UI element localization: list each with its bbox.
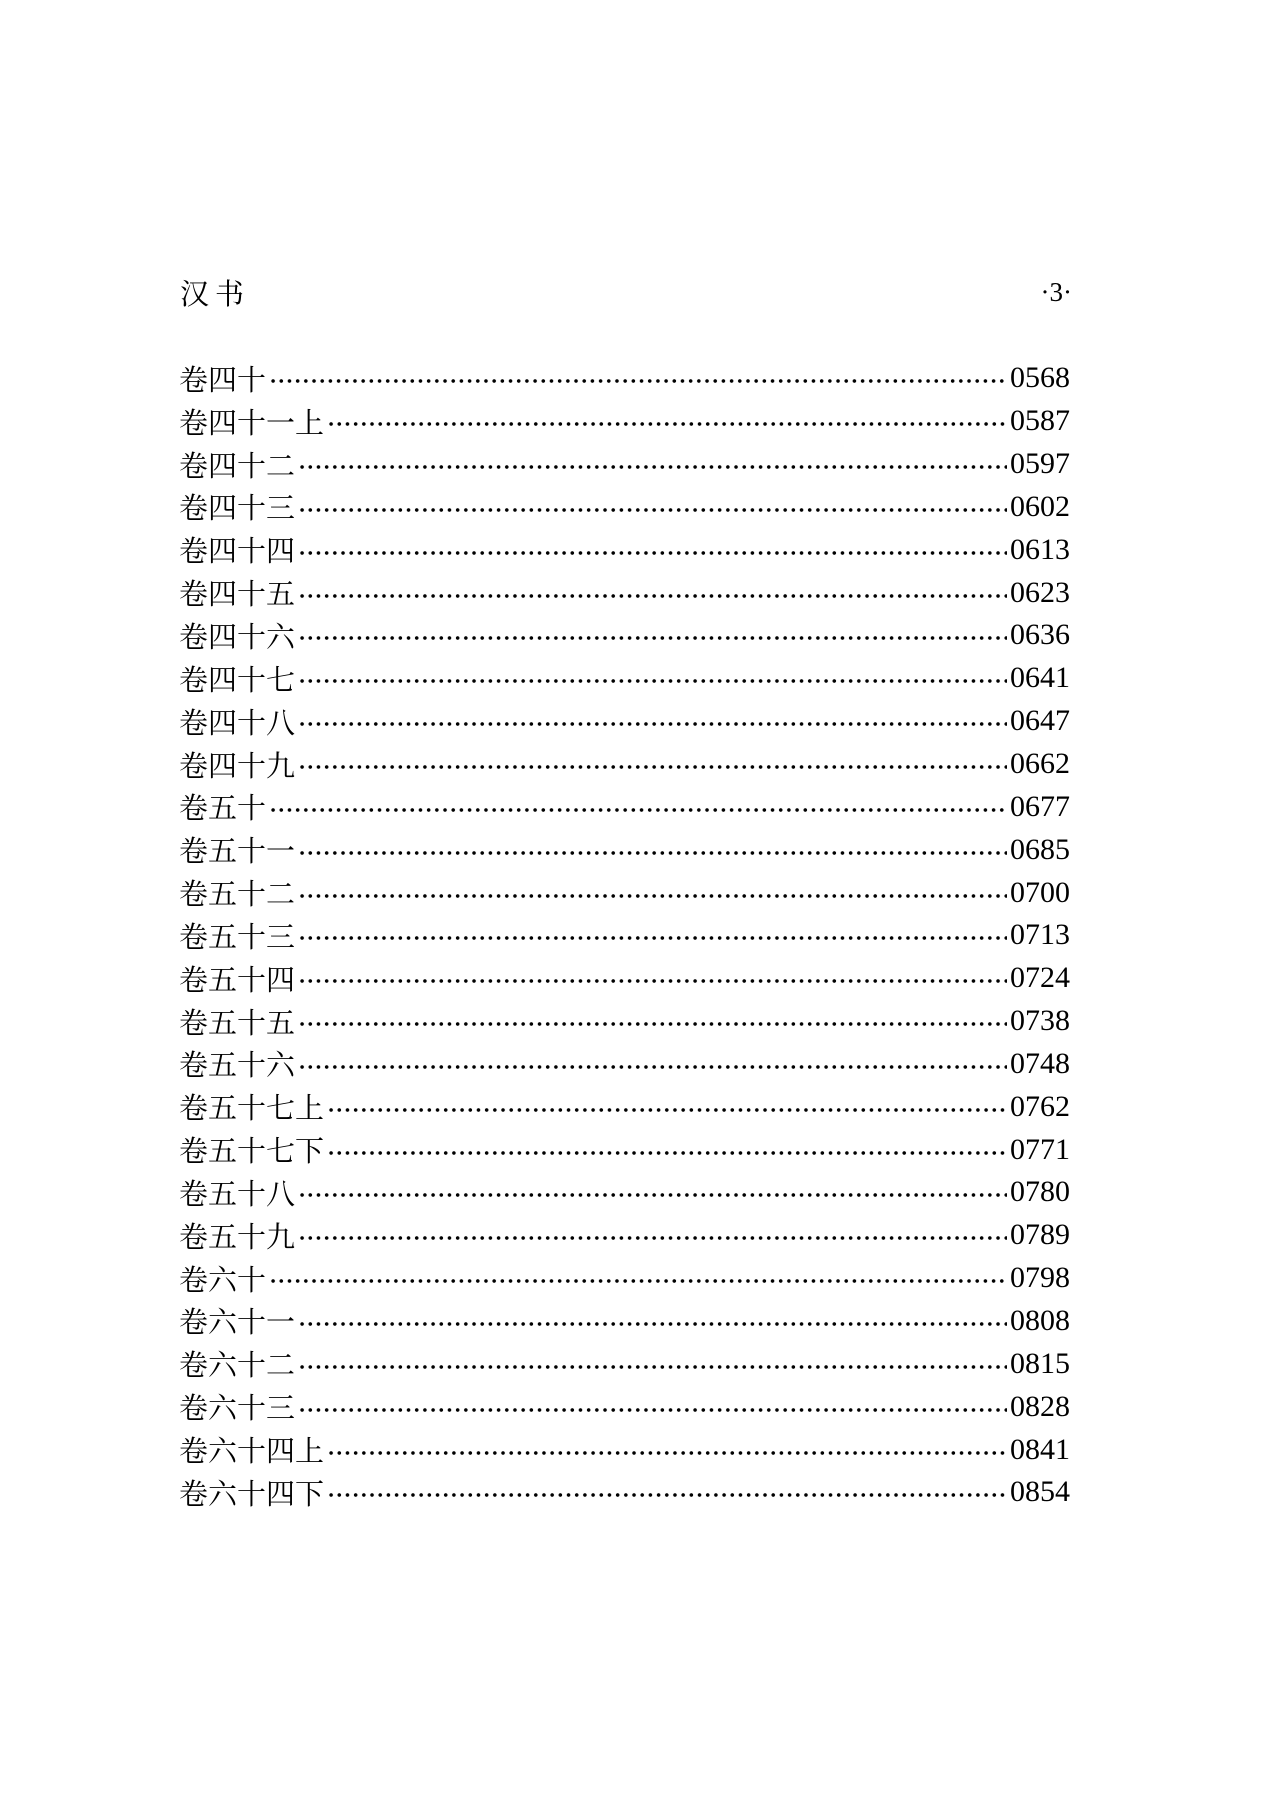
toc-entry-label: 卷四十八 — [179, 705, 296, 740]
toc-entry[interactable] — [179, 743, 1070, 786]
toc-entry[interactable] — [179, 571, 1070, 614]
dot-leader — [298, 1064, 1007, 1070]
toc-entry-label: 卷六十四下 — [179, 1476, 325, 1511]
toc-entry-page: 0568 — [1010, 361, 1070, 395]
dot-leader — [298, 1021, 1007, 1027]
toc-entry[interactable] — [179, 785, 1070, 828]
toc-entry-label: 卷五十三 — [179, 919, 296, 954]
dot-leader — [298, 978, 1007, 984]
dot-leader — [298, 550, 1007, 556]
toc-entry-page: 0771 — [1010, 1132, 1070, 1166]
toc-entry[interactable] — [179, 1085, 1070, 1128]
dot-leader — [298, 935, 1007, 941]
toc-entry-page: 0623 — [1010, 575, 1070, 609]
dot-leader — [298, 764, 1007, 770]
toc-entry-page: 0798 — [1010, 1261, 1070, 1295]
book-title: 汉书 — [180, 276, 251, 311]
dot-leader — [298, 593, 1007, 599]
toc-entry-page: 0780 — [1010, 1175, 1070, 1209]
toc-entry-label: 卷六十四上 — [179, 1434, 325, 1469]
toc-entry[interactable] — [179, 1171, 1070, 1214]
toc-entry-page: 0677 — [1010, 789, 1070, 823]
dot-leader — [269, 1278, 1007, 1284]
toc-entry-label: 卷四十三 — [179, 491, 296, 526]
dot-leader — [298, 1407, 1007, 1413]
toc-entry-label: 卷四十四 — [179, 534, 296, 569]
toc-entry-label: 卷五十四 — [179, 962, 296, 997]
toc-entry[interactable] — [179, 1342, 1070, 1385]
toc-entry[interactable] — [179, 957, 1070, 1000]
toc-entry-label: 卷四十七 — [179, 662, 296, 697]
dot-leader — [298, 1321, 1007, 1327]
toc-entry-page: 0597 — [1010, 447, 1070, 481]
toc-entry-page: 0808 — [1010, 1303, 1070, 1337]
toc-entry-label: 卷四十 — [179, 362, 267, 397]
toc-entry-label: 卷六十三 — [179, 1391, 296, 1426]
toc-entry[interactable] — [179, 1300, 1070, 1343]
dot-leader — [298, 721, 1007, 727]
dot-leader — [298, 1192, 1007, 1198]
toc-entry[interactable] — [179, 1471, 1070, 1514]
page-number: ·3· — [1040, 276, 1072, 307]
dot-leader — [269, 378, 1007, 384]
toc-entry-page: 0685 — [1010, 832, 1070, 866]
toc-entry[interactable] — [179, 486, 1070, 529]
dot-leader — [327, 421, 1007, 427]
toc-entry-page: 0854 — [1010, 1475, 1070, 1509]
toc-entry[interactable] — [179, 357, 1070, 400]
toc-entry-page: 0738 — [1010, 1004, 1070, 1038]
table-of-contents — [179, 357, 1070, 1514]
toc-entry-page: 0815 — [1010, 1346, 1070, 1380]
toc-entry-page: 0700 — [1010, 875, 1070, 909]
toc-entry-page: 0641 — [1010, 661, 1070, 695]
toc-entry-page: 0647 — [1010, 704, 1070, 738]
toc-entry[interactable] — [179, 871, 1070, 914]
toc-entry-page: 0841 — [1010, 1432, 1070, 1466]
toc-entry-label: 卷四十一上 — [179, 405, 325, 440]
toc-entry-label: 卷四十五 — [179, 577, 296, 612]
toc-entry-label: 卷五十一 — [179, 834, 296, 869]
toc-entry-label: 卷五十六 — [179, 1048, 296, 1083]
toc-entry-page: 0789 — [1010, 1218, 1070, 1252]
toc-entry-page: 0613 — [1010, 532, 1070, 566]
dot-leader — [327, 1450, 1007, 1456]
toc-entry-label: 卷四十六 — [179, 619, 296, 654]
toc-entry[interactable] — [179, 1385, 1070, 1428]
toc-entry-label: 卷五十八 — [179, 1176, 296, 1211]
dot-leader — [298, 1364, 1007, 1370]
toc-entry-label: 卷五十七上 — [179, 1091, 325, 1126]
toc-entry-page: 0762 — [1010, 1089, 1070, 1123]
toc-entry-page: 0724 — [1010, 961, 1070, 995]
toc-entry[interactable] — [179, 1128, 1070, 1171]
toc-entry-page: 0713 — [1010, 918, 1070, 952]
toc-entry-label: 卷四十二 — [179, 448, 296, 483]
toc-entry[interactable] — [179, 1214, 1070, 1257]
dot-leader — [298, 1235, 1007, 1241]
toc-entry-label: 卷六十一 — [179, 1305, 296, 1340]
toc-entry-page: 0587 — [1010, 404, 1070, 438]
page-header — [180, 268, 1072, 316]
toc-entry-label: 卷五十五 — [179, 1005, 296, 1040]
toc-entry[interactable] — [179, 443, 1070, 486]
dot-leader — [327, 1492, 1007, 1498]
dot-leader — [298, 507, 1007, 513]
toc-entry[interactable] — [179, 1428, 1070, 1471]
toc-entry[interactable] — [179, 400, 1070, 443]
toc-entry-label: 卷五十九 — [179, 1219, 296, 1254]
toc-entry[interactable] — [179, 528, 1070, 571]
toc-entry[interactable] — [179, 657, 1070, 700]
toc-entry-label: 卷五十七下 — [179, 1134, 325, 1169]
toc-entry-label: 卷六十 — [179, 1262, 267, 1297]
toc-entry[interactable] — [179, 1000, 1070, 1043]
toc-entry[interactable] — [179, 614, 1070, 657]
dot-leader — [298, 850, 1007, 856]
toc-entry[interactable] — [179, 1257, 1070, 1300]
toc-entry-label: 卷五十 — [179, 791, 267, 826]
toc-entry[interactable] — [179, 700, 1070, 743]
dot-leader — [269, 807, 1007, 813]
toc-entry[interactable] — [179, 914, 1070, 957]
toc-entry-page: 0748 — [1010, 1046, 1070, 1080]
dot-leader — [298, 635, 1007, 641]
toc-entry[interactable] — [179, 1043, 1070, 1086]
toc-entry-page: 0636 — [1010, 618, 1070, 652]
toc-entry[interactable] — [179, 828, 1070, 871]
dot-leader — [298, 678, 1007, 684]
dot-leader — [327, 1150, 1007, 1156]
dot-leader — [298, 464, 1007, 470]
dot-leader — [327, 1107, 1007, 1113]
toc-entry-label: 卷四十九 — [179, 748, 296, 783]
toc-entry-page: 0828 — [1010, 1389, 1070, 1423]
toc-entry-label: 卷五十二 — [179, 877, 296, 912]
toc-entry-page: 0662 — [1010, 747, 1070, 781]
dot-leader — [298, 893, 1007, 899]
toc-entry-page: 0602 — [1010, 489, 1070, 523]
toc-entry-label: 卷六十二 — [179, 1348, 296, 1383]
